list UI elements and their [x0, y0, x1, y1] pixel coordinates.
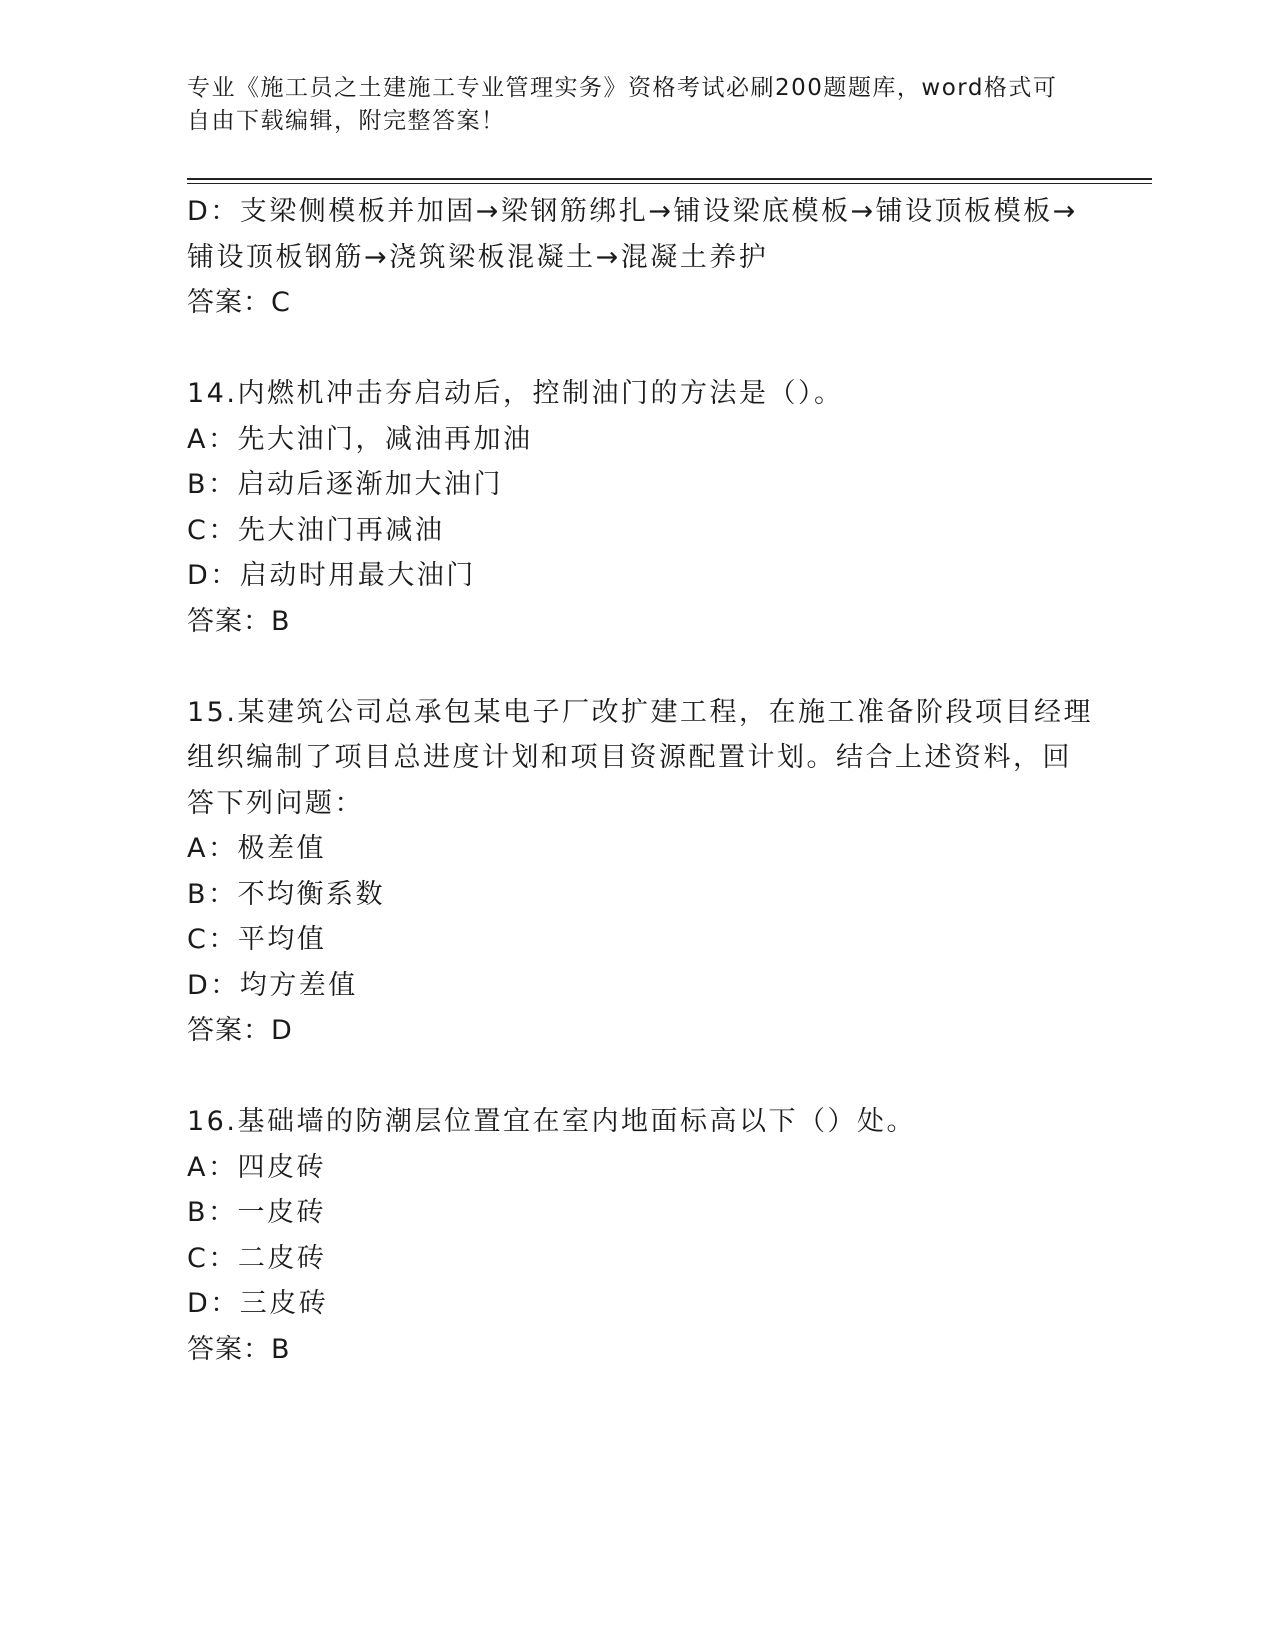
question-15	[187, 690, 1093, 1054]
question-13-continuation	[187, 189, 1087, 326]
option-c: C：先大油门再减油	[187, 514, 445, 546]
header-line-2: 自由下载编辑，附完整答案！	[187, 108, 506, 134]
question-stem-line-3: 答下列问题：	[187, 787, 364, 819]
option-d: D：启动时用最大油门	[187, 560, 476, 591]
option-d: D：三皮砖	[187, 1288, 329, 1319]
header-divider-thick	[187, 178, 1152, 180]
option-d-line-1: D：支梁侧模板并加固→梁钢筋绑扎→铺设梁底模板→铺设顶板模板→	[187, 196, 1078, 227]
option-b: B：不均衡系数	[187, 878, 386, 910]
option-a: A：先大油门，减油再加油	[187, 423, 533, 455]
document-header	[187, 72, 1067, 138]
option-a: A：极差值	[187, 833, 326, 864]
answer-line: 答案：B	[187, 605, 291, 637]
option-d-line-2: 铺设顶板钢筋→浇筑梁板混凝土→混凝土养护	[187, 241, 769, 273]
question-list	[187, 189, 1093, 1372]
question-stem-line-1: 15.某建筑公司总承包某电子厂改扩建工程，在施工准备阶段项目经理	[187, 696, 1093, 728]
spacer	[187, 644, 1087, 690]
option-d: D：均方差值	[187, 969, 358, 1001]
question-14	[187, 371, 1087, 644]
header-divider-thin	[187, 183, 1152, 184]
spacer	[187, 326, 1087, 372]
spacer	[187, 1054, 1087, 1100]
answer-line: 答案：B	[187, 1333, 291, 1365]
answer-line: 答案：C	[187, 287, 291, 318]
question-stem: 16.基础墙的防潮层位置宜在室内地面标高以下（）处。	[187, 1106, 916, 1137]
option-b: B：一皮砖	[187, 1197, 327, 1228]
question-stem-line-2: 组织编制了项目总进度计划和项目资源配置计划。结合上述资料，回	[187, 742, 1072, 773]
option-c: C：平均值	[187, 924, 327, 955]
question-16	[187, 1099, 1087, 1372]
question-stem: 14.内燃机冲击夯启动后，控制油门的方法是（）。	[187, 378, 844, 409]
option-c: C：二皮砖	[187, 1242, 327, 1274]
header-line-1: 专业《施工员之土建施工专业管理实务》资格考试必刷200题题库，word格式可	[187, 75, 1058, 101]
answer-line: 答案：D	[187, 1015, 293, 1046]
option-a: A：四皮砖	[187, 1151, 326, 1183]
option-b: B：启动后逐渐加大油门	[187, 469, 504, 500]
